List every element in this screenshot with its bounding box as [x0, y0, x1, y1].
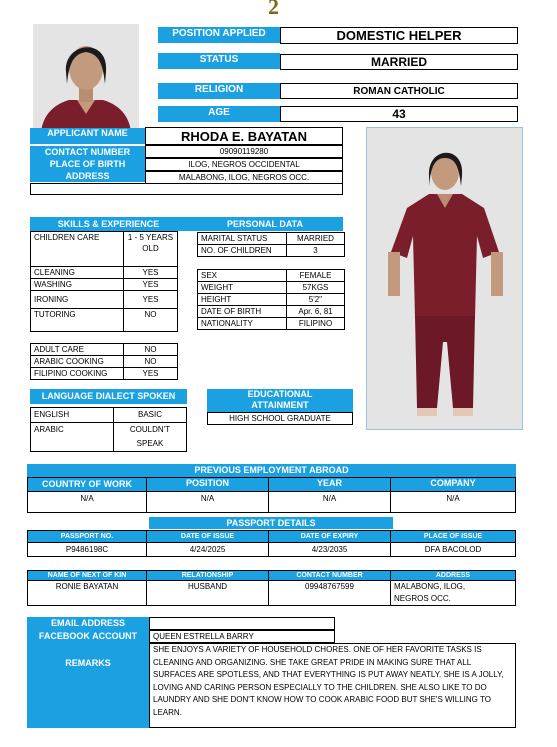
personal-label: NATIONALITY: [198, 318, 287, 330]
table-row: [198, 233, 345, 245]
column-header: COMPANY: [391, 478, 516, 492]
table-row: [31, 356, 178, 368]
page-number: 2: [268, 0, 279, 19]
facebook-label: FACEBOOK ACCOUNT: [27, 630, 149, 643]
column-header: DATE OF ISSUE: [147, 531, 269, 543]
table-row: [28, 581, 516, 606]
table-cell: HUSBAND: [147, 581, 269, 606]
table-row: [31, 267, 178, 279]
table-cell: P9486198C: [28, 543, 147, 557]
language-title: LANGUAGE DIALECT SPOKEN: [30, 389, 187, 404]
table-cell: N/A: [147, 492, 269, 513]
next-of-kin-table: [27, 570, 516, 606]
language-value: COULDN'T SPEAK: [114, 423, 187, 452]
education-title: EDUCATIONAL ATTAINMENT: [207, 389, 353, 412]
table-row: [28, 543, 516, 557]
skill-value: 1 - 5 YEARS OLD: [124, 232, 178, 267]
personal-value: FILIPINO: [287, 318, 345, 330]
column-header: ADDRESS: [391, 571, 516, 581]
email-label: EMAIL ADDRESS: [27, 617, 149, 630]
table-row: [198, 270, 345, 282]
table-row: [198, 306, 345, 318]
place-of-birth-label: PLACE OF BIRTH: [30, 158, 145, 170]
table-row: [198, 294, 345, 306]
skill-label: CHILDREN CARE: [31, 232, 124, 267]
personal-value: 57KGS: [287, 282, 345, 294]
employment-table: [27, 477, 516, 513]
table-cell: RONIE BAYATAN: [28, 581, 147, 606]
skill-label: TUTORING: [31, 309, 124, 332]
personal-data-title: PERSONAL DATA: [187, 217, 343, 231]
column-header: CONTACT NUMBER: [269, 571, 391, 581]
personal-value: MARRIED: [287, 233, 345, 245]
personal-label: SEX: [198, 270, 287, 282]
skill-value: NO: [124, 356, 178, 368]
status-label: STATUS: [158, 53, 280, 69]
applicant-name: RHODA E. BAYATAN: [145, 127, 343, 145]
skill-label: IRONING: [31, 291, 124, 309]
religion-label: RELIGION: [158, 83, 280, 99]
skill-label: WASHING: [31, 279, 124, 291]
personal-value: 5'2'': [287, 294, 345, 306]
portrait-photo: [33, 24, 139, 132]
column-header: RELATIONSHIP: [147, 571, 269, 581]
religion-value: ROMAN CATHOLIC: [280, 83, 518, 99]
table-cell: 09948767599: [269, 581, 391, 606]
table-row: [28, 492, 516, 513]
skills-title: SKILLS & EXPERIENCE: [30, 217, 187, 231]
contact-number: 09090119280: [145, 145, 343, 158]
personal-value: FEMALE: [287, 270, 345, 282]
table-row: [31, 232, 178, 267]
personal-label: DATE OF BIRTH: [198, 306, 287, 318]
remarks-value: SHE ENJOYS A VARIETY OF HOUSEHOLD CHORES. ONE OF HER FAVORITE TASKS IS CLEANING AND ORGANIZING. SHE TAKE GREAT PRIDE IN MAKING SURE THAT ALL SURFACES ARE SPOTLESS, AND THAT EVERYTHING IS PUT AWAY NEATLY. SHE IS A JOLLY, LOVING AND CARING PERSON ESPECIALLY TO THE CHILDREN. SHE ALSO LIKE TO DO LAUNDRY AND SHE DON'T KNOW HOW TO COOK ARABIC FOOD BUT SHE'S WILLING TO LEARN.: [149, 643, 516, 728]
skill-label: CLEANING: [31, 267, 124, 279]
table-row: [31, 344, 178, 356]
table-row: [31, 368, 178, 380]
table-cell: N/A: [391, 492, 516, 513]
position-label: POSITION APPLIED: [158, 27, 280, 43]
place-of-birth: ILOG, NEGROS OCCIDENTAL: [145, 158, 343, 171]
skill-value: NO: [124, 309, 178, 332]
table-row: [31, 423, 187, 452]
skill-label: ARABIC COOKING: [31, 356, 124, 368]
personal-data-table-2: [197, 269, 345, 330]
table-row: [31, 309, 178, 332]
education-value: HIGH SCHOOL GRADUATE: [207, 412, 353, 425]
table-cell: 4/24/2025: [147, 543, 269, 557]
table-row: [28, 531, 516, 543]
employment-title: PREVIOUS EMPLOYMENT ABROAD: [27, 464, 516, 477]
skills-table-2: [30, 343, 178, 380]
position-value: DOMESTIC HELPER: [280, 27, 518, 44]
language-value: BASIC: [114, 408, 187, 423]
skill-value: YES: [124, 267, 178, 279]
column-header: NAME OF NEXT OF KIN: [28, 571, 147, 581]
column-header: POSITION: [147, 478, 269, 492]
address-blank-row: [30, 183, 343, 195]
full-body-photo: [366, 127, 523, 430]
skill-value: YES: [124, 291, 178, 309]
passport-table: [27, 530, 516, 557]
age-label: AGE: [158, 106, 280, 122]
status-value: MARRIED: [280, 54, 518, 70]
table-row: [31, 279, 178, 291]
table-cell: 4/23/2035: [269, 543, 391, 557]
personal-data-table: [197, 232, 345, 257]
table-row: [198, 282, 345, 294]
personal-label: HEIGHT: [198, 294, 287, 306]
personal-value: Apr. 6, 81: [287, 306, 345, 318]
table-row: [198, 318, 345, 330]
table-cell: DFA BACOLOD: [391, 543, 516, 557]
personal-label: MARITAL STATUS: [198, 233, 287, 245]
skill-label: ADULT CARE: [31, 344, 124, 356]
personal-value: 3: [287, 245, 345, 257]
language-label: ARABIC: [31, 423, 114, 452]
address-label: ADDRESS: [30, 170, 145, 182]
skills-table: [30, 231, 178, 332]
table-cell: N/A: [28, 492, 147, 513]
language-label: ENGLISH: [31, 408, 114, 423]
personal-label: NO. OF CHILDREN: [198, 245, 287, 257]
age-value: 43: [280, 106, 518, 122]
skill-label: FILIPINO COOKING: [31, 368, 124, 380]
email-value: [149, 617, 335, 630]
address: MALABONG, ILOG, NEGROS OCC.: [145, 171, 343, 184]
column-header: PLACE OF ISSUE: [391, 531, 516, 543]
skill-value: NO: [124, 344, 178, 356]
facebook-value: QUEEN ESTRELLA BARRY: [149, 630, 335, 643]
column-header: PASSPORT NO.: [28, 531, 147, 543]
table-cell: MALABONG, ILOG, NEGROS OCC.: [391, 581, 516, 606]
applicant-name-label: APPLICANT NAME: [30, 128, 145, 144]
skill-value: YES: [124, 279, 178, 291]
table-cell: N/A: [269, 492, 391, 513]
column-header: YEAR: [269, 478, 391, 492]
personal-label: WEIGHT: [198, 282, 287, 294]
table-row: [198, 245, 345, 257]
table-row: [28, 478, 516, 492]
table-row: [31, 408, 187, 423]
table-row: [28, 571, 516, 581]
passport-title: PASSPORT DETAILS: [149, 517, 393, 529]
contact-number-label: CONTACT NUMBER: [30, 146, 145, 158]
table-row: [31, 291, 178, 309]
column-header: DATE OF EXPIRY: [269, 531, 391, 543]
language-table: [30, 407, 187, 452]
remarks-label: REMARKS: [27, 643, 149, 728]
column-header: COUNTRY OF WORK: [28, 478, 147, 492]
skill-value: YES: [124, 368, 178, 380]
